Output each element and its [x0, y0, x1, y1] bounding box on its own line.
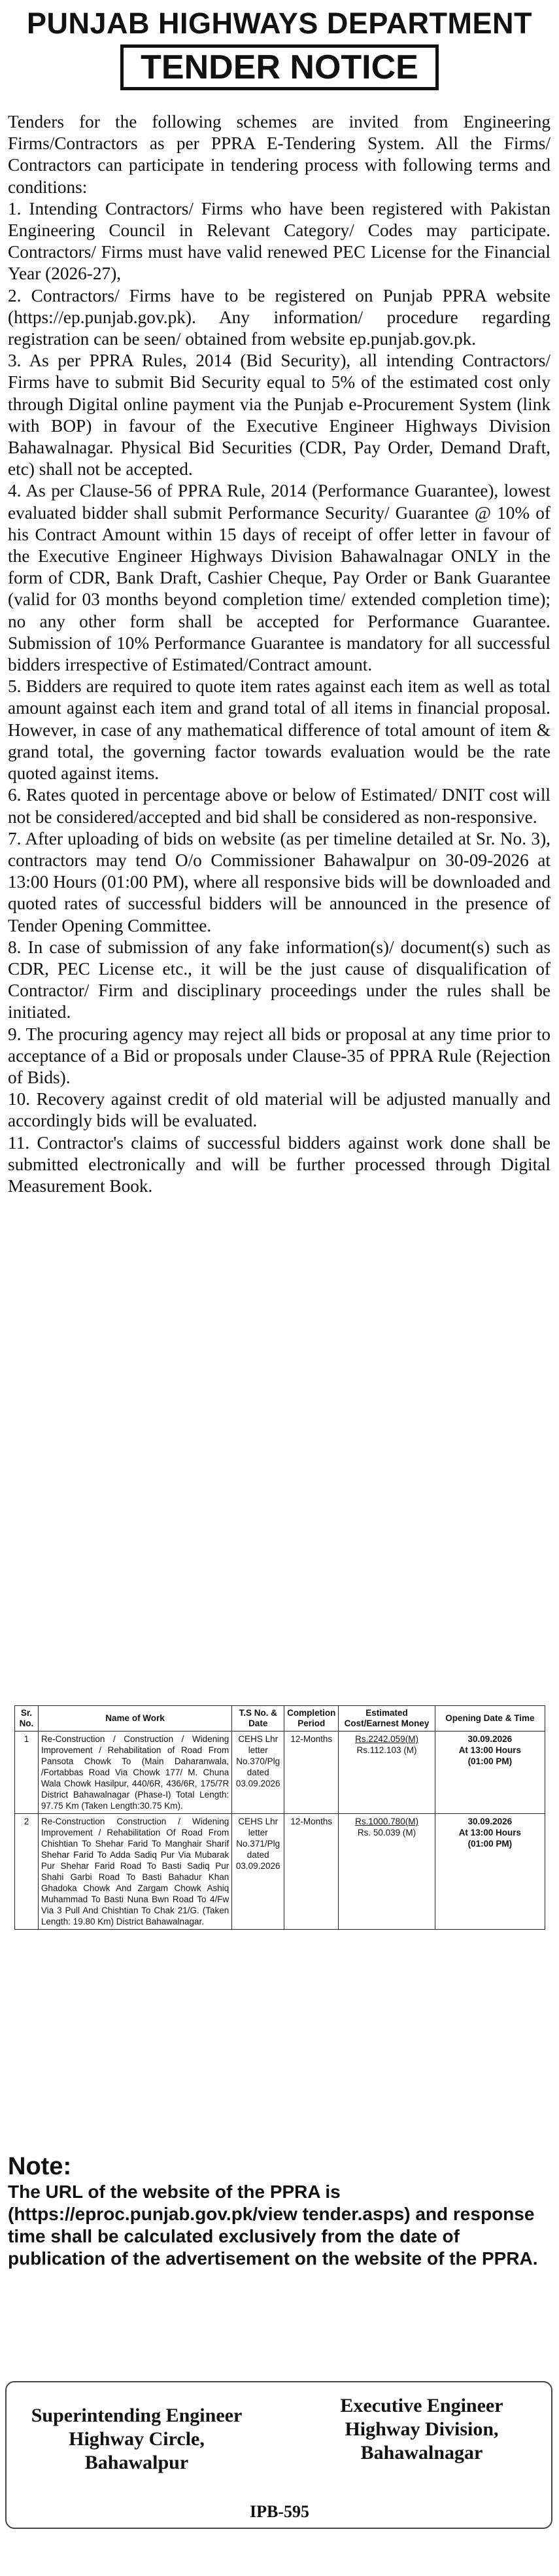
- opening-time: At 13:00 Hours: [458, 1745, 521, 1755]
- tender-table-wrapper: [14, 1705, 545, 1930]
- condition-5: 5. Bidders are required to quote item rates against each item as well as total amount against each item and grand total of all items in financial proposal. However, in case of any mathematical difference of total amount of item & grand total, the governing factor towards evaluation would be the rate quoted against items.: [8, 676, 551, 784]
- table-header-row: [15, 1706, 545, 1732]
- opening-time-pm: (01:00 PM): [467, 1839, 513, 1849]
- notice-title: TENDER NOTICE: [120, 44, 439, 90]
- tender-table: [14, 1705, 545, 1930]
- signatory-line: Highway Circle,: [69, 2428, 205, 2450]
- cost-cell: [339, 1814, 435, 1930]
- opening-date: 30.09.2026: [467, 1734, 513, 1744]
- reference-number: IPB-595: [250, 2502, 309, 2521]
- column-header: Opening Date & Time: [435, 1706, 545, 1732]
- earnest-money: Rs. 50.039 (M): [357, 1828, 416, 1837]
- opening-time: At 13:00 Hours: [458, 1828, 521, 1837]
- signatory-line: Highway Division,: [345, 2418, 499, 2440]
- signatory-line: Bahawalpur: [84, 2452, 189, 2473]
- column-header: Sr. No.: [15, 1706, 39, 1732]
- opening-date: 30.09.2026: [467, 1817, 513, 1826]
- ts-cell: CEHS Lhr letter No.370/Plg dated 03.09.2026: [232, 1732, 284, 1814]
- note-section: [8, 2152, 551, 2270]
- condition-10: 10. Recovery against credit of old material will be adjusted manually and accordingly bids will be evaluated.: [8, 1089, 551, 1131]
- ts-cell: CEHS Lhr letter No.371/Plg dated 03.09.2026: [232, 1814, 284, 1930]
- terms-and-conditions: [8, 111, 551, 1197]
- condition-4: 4. As per Clause-56 of PPRA Rule, 2014 (Performance Guarantee), lowest evaluated bidder shall submit Performance Security/ Guarantee @ 10% of his Contract Amount within 15 days of receipt of offer letter in favour of the Executive Engineer Highways Division Bahawalnagar ONLY in the form of CDR, Bank Draft, Cashier Cheque, Pay Order or Bank Guarantee (valid for 03 months beyond completion time/ extended completion time); no any other form shall be accepted for Performance Guarantee. Submission of 10% Performance Guarantee is mandatory for all successful bidders irrespective of Estimated/Contract amount.: [8, 481, 551, 675]
- table-row: [15, 1732, 545, 1814]
- signatory-line: Bahawalnagar: [360, 2442, 483, 2463]
- opening-cell: [435, 1814, 545, 1930]
- condition-2: 2. Contractors/ Firms have to be registered on Punjab PPRA website (https://ep.punjab.gov.pk). Any information/ procedure regarding registration can be seen/ obtained from website ep.punjab.gov.pk.: [8, 285, 551, 349]
- signature-superintending-engineer: [16, 2404, 258, 2475]
- signatory-title: Executive Engineer: [340, 2395, 503, 2416]
- column-header: Name of Work: [38, 1706, 231, 1732]
- condition-9: 9. The procuring agency may reject all bids or proposal at any time prior to acceptance of a Bid or proposals under Clause-35 of PPRA Rule (Rejection of Bids).: [8, 1024, 551, 1087]
- opening-time-pm: (01:00 PM): [467, 1756, 513, 1766]
- signature-executive-engineer: [297, 2394, 546, 2465]
- signatory-title: Superintending Engineer: [31, 2405, 243, 2426]
- period-cell: 12-Months: [284, 1814, 339, 1930]
- header: [0, 0, 559, 90]
- department-title: PUNJAB HIGHWAYS DEPARTMENT: [26, 7, 533, 40]
- period-cell: 12-Months: [284, 1732, 339, 1814]
- condition-6: 6. Rates quoted in percentage above or below of Estimated/ DNIT cost will not be considered/accepted and bid shall be considered as non-responsive.: [8, 785, 551, 827]
- condition-3: 3. As per PPRA Rules, 2014 (Bid Security), all intending Contractors/ Firms have to submit Bid Security equal to 5% of the estimated cost only through Digital online payment via the Punjab e-Procurement System (link with BOP) in favour of the Executive Engineer Highways Division Bahawalnagar. Physical Bid Securities (CDR, Pay Order, Demand Draft, etc) shall not be accepted.: [8, 351, 551, 479]
- condition-8: 8. In case of submission of any fake information(s)/ document(s) such as CDR, PEC License etc., it will be the just cause of disqualification of Contractor/ Firm and disciplinary proceedings under the rules shall be initiated.: [8, 937, 551, 1022]
- work-cell: Re-Construction / Construction / Widening Improvement / Rehabilitation of Road From Pansota Chowk To (Main Daharanwala, /Fortabbas Road Via Chowk 177/ M. Chuna Wala Chowk Hasilpur, 440/6R, 436/6R, 175/7R District Bahawalnagar (Phase-I) Total Length: 97.75 Km (Taken Length:30.75 Km).: [38, 1732, 231, 1814]
- table-row: [15, 1814, 545, 1930]
- intro-paragraph: Tenders for the following schemes are invited from Engineering Firms/Contractors as per PPRA E-Tendering System. All the Firms/ Contractors can participate in tendering process with following terms and conditions:: [8, 112, 551, 197]
- column-header: Estimated Cost/Earnest Money: [339, 1706, 435, 1732]
- cost-cell: [339, 1732, 435, 1814]
- estimated-cost: Rs.2242.059(M): [355, 1734, 418, 1744]
- opening-cell: [435, 1732, 545, 1814]
- sr-cell: 1: [15, 1732, 39, 1814]
- column-header: Completion Period: [284, 1706, 339, 1732]
- work-cell: Re-Construction Construction / Widening Improvement / Rehabilitation Of Road From Chishtian To Shehar Farid To Manghair Sharif Shehar Farid To Adda Sadiq Pur Via Mubarak Pur Shehar Farid Road To Basti Sadiq Pur Shahi Garbi Road To Basti Bahadur Khan Ghadoka Chowk And Zargam Chowk Ashiq Muhammad To Basti Nuna Bwn Road To 4/Fw Via 3 Pull And Chishtian To Chak 21/G. (Taken Length: 19.80 Km) District Bahawalnagar.: [38, 1814, 231, 1930]
- condition-11: 11. Contractor's claims of successful bidders against work done shall be submitted electronically and will be further processed through Digital Measurement Book.: [8, 1132, 551, 1196]
- column-header: T.S No. & Date: [232, 1706, 284, 1732]
- sr-cell: 2: [15, 1814, 39, 1930]
- estimated-cost: Rs.1000.780(M): [355, 1817, 418, 1826]
- earnest-money: Rs.112.103 (M): [356, 1745, 417, 1755]
- condition-7: 7. After uploading of bids on website (as per timeline detailed at Sr. No. 3), contractors may tend O/o Commissioner Bahawalpur on 30-09-2026 at 13:00 Hours (01:00 PM), where all responsive bids will be downloaded and quoted rates of successful bidders will be announced in the presence of Tender Opening Committee.: [8, 828, 551, 935]
- note-text: The URL of the website of the PPRA is (https://eproc.punjab.gov.pk/view tender.asps) and response time shall be calculated exclusively from the date of publication of the advertisement on the website of the PPRA.: [8, 2182, 538, 2269]
- condition-1: 1. Intending Contractors/ Firms who have been registered with Pakistan Engineering Council in Relevant Category/ Codes may participate. Contractors/ Firms must have valid renewed PEC License for the Financial Year (2026-27),: [8, 198, 551, 284]
- note-title: Note:: [8, 2153, 72, 2180]
